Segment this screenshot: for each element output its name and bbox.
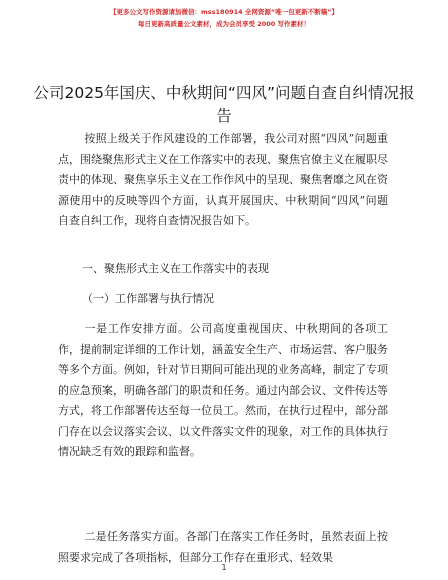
body-paragraph-1: 一是工作安排方面。公司高度重视国庆、中秋期间的各项工作，提前制定详细的工作计划，涵盖安全生产、市场运营、客户服务等多个方面。例如，针对节日期间可能出现的业务高峰，制定了专项的应急预案，明确各部门的职责和任务。通过内部会议、文件传达等方式，将工作部署传达至每一位员工。然而，在执行过程中，部分部门存在以会议落实会议、以文件落实文件的现象，对工作的具体执行情况缺乏有效的跟踪和监督。 bbox=[58, 322, 388, 458]
banner-line-1: 【更多公文写作资源请加微信：mss180914 全网资源“唯一包更新不断稿”】 bbox=[110, 8, 338, 16]
section-heading: 一、聚焦形式主义在工作落实中的表现 bbox=[82, 262, 269, 275]
page-number: 1 bbox=[221, 563, 227, 572]
banner-line-2: 每日更新高质量公文素材，成为会员享受 2000 写作素材！ bbox=[137, 20, 311, 28]
document-title: 公司2025年国庆、中秋期间“四风”问题自查自纠情况报告 bbox=[33, 84, 415, 125]
intro-paragraph: 按照上级关于作风建设的工作部署，我公司对照“四风”问题重点，围绕聚焦形式主义在工作落实中的表现、聚焦官僚主义在履职尽责中的体现、聚焦享乐主义在工作作风中的呈现、聚焦奢靡之风在资源使用中的反映等四个方面，认真开展国庆、中秋期间“四风”问题自查自纠工作，现将自查情况报告如下。 bbox=[58, 132, 388, 227]
header-banner bbox=[0, 6, 448, 30]
subsection-heading: （一）工作部署与执行情况 bbox=[82, 292, 214, 305]
body-paragraph-2: 二是任务落实方面。各部门在落实工作任务时，虽然表面上按照要求完成了各项指标，但部分工作存在重形式、轻效果 bbox=[58, 530, 388, 564]
